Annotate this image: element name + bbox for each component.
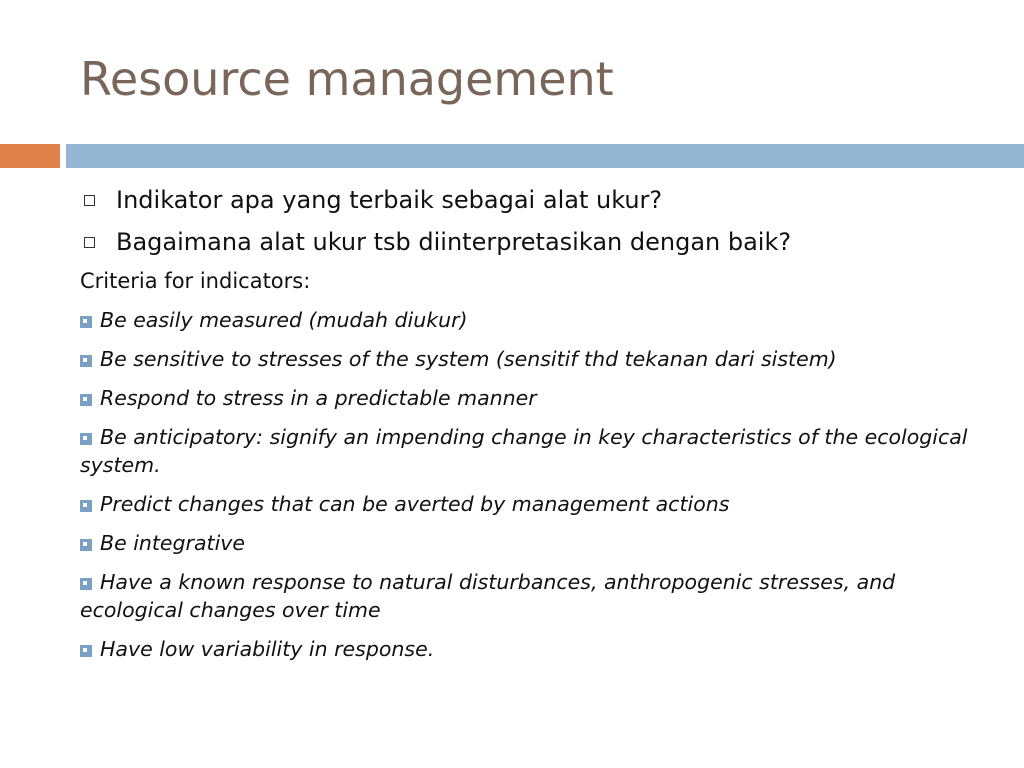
square-bullet-icon <box>80 316 92 328</box>
criteria-text: Respond to stress in a predictable manner <box>100 386 537 410</box>
square-bullet-icon <box>80 539 92 551</box>
hollow-square-bullet-icon <box>84 195 95 206</box>
question-item <box>80 182 980 218</box>
criteria-text: Predict changes that can be averted by management actions <box>100 492 730 516</box>
question-text: Indikator apa yang terbaik sebagai alat ukur? <box>116 186 663 214</box>
criteria-item <box>80 306 980 334</box>
square-bullet-icon <box>80 433 92 445</box>
square-bullet-icon <box>80 578 92 590</box>
square-bullet-icon <box>80 500 92 512</box>
criteria-item <box>80 345 980 373</box>
accent-bar-orange <box>0 144 60 168</box>
criteria-text: Be sensitive to stresses of the system (sensitif thd tekanan dari sistem) <box>100 347 837 371</box>
criteria-item <box>80 384 980 412</box>
criteria-text: Have low variability in response. <box>100 637 435 661</box>
criteria-item <box>80 635 980 663</box>
criteria-heading: Criteria for indicators: <box>80 269 311 293</box>
square-bullet-icon <box>80 355 92 367</box>
hollow-square-bullet-icon <box>84 237 95 248</box>
criteria-item <box>80 490 980 518</box>
accent-bar-blue <box>66 144 1024 168</box>
criteria-item <box>80 423 980 479</box>
slide-title: Resource management <box>80 52 614 106</box>
square-bullet-icon <box>80 645 92 657</box>
question-item <box>80 224 980 260</box>
criteria-text: Be easily measured (mudah diukur) <box>100 308 468 332</box>
criteria-text: Be integrative <box>100 531 246 555</box>
slide-body <box>80 182 980 674</box>
question-text: Bagaimana alat ukur tsb diinterpretasikan dengan baik? <box>116 228 792 256</box>
square-bullet-icon <box>80 394 92 406</box>
criteria-item <box>80 529 980 557</box>
criteria-item <box>80 568 980 624</box>
criteria-text: Be anticipatory: signify an impending change in key characteristics of the ecological system. <box>80 425 968 477</box>
criteria-text: Have a known response to natural disturbances, anthropogenic stresses, and ecological changes over time <box>80 570 896 622</box>
